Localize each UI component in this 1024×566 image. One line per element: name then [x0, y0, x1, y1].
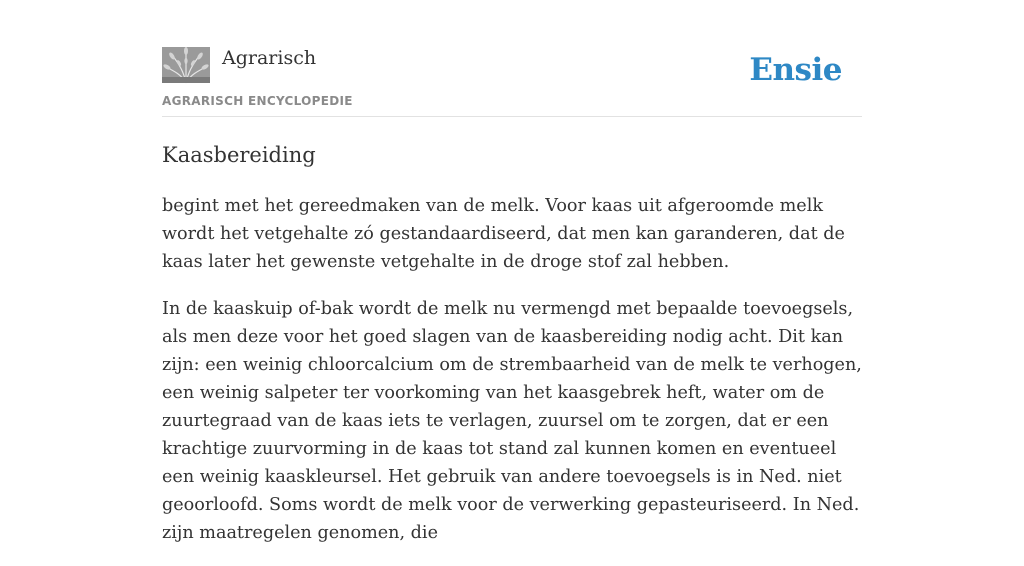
article-body — [162, 192, 866, 566]
article-paragraph: begint met het gereedmaken van de melk. Voor kaas uit afgeroomde melk wordt het vetgehalte zó gestandaardiseerd, dat men kan garanderen, dat de kaas later het gewenste vetgehalte in de droge stof zal hebben. — [162, 196, 845, 272]
header — [162, 46, 862, 117]
book-title[interactable]: Agrarisch — [222, 47, 317, 69]
book-subtitle[interactable]: AGRARISCH ENCYCLOPEDIE — [162, 94, 353, 108]
article-paragraph: In de kaaskuip of-bak wordt de melk nu vermengd met bepaalde toevoegsels, als men deze voor het goed slagen van de kaasbereiding nodig acht. Dit kan zijn: een weinig chloorcalcium om de strembaarheid van de melk te verhogen, een weinig salpeter ter voorkoming van het kaasgebrek heft, water om de zuurtegraad van de kaas iets te verlagen, zuursel om te zorgen, dat er een krachtige zuurvorming in de kaas tot stand zal kunnen komen en eventueel een weinig kaaskleursel. Het gebruik van andere toevoegsels is in Ned. niet geoorloofd. Soms wordt de melk voor de verwerking gepasteuriseerd. In Ned. zijn maatregelen genomen, die — [162, 299, 862, 543]
wheat-logo-icon[interactable] — [162, 47, 210, 83]
page — [162, 0, 862, 543]
article-title: Kaasbereiding — [162, 143, 316, 167]
brand-logo[interactable]: Ensie — [749, 52, 842, 88]
